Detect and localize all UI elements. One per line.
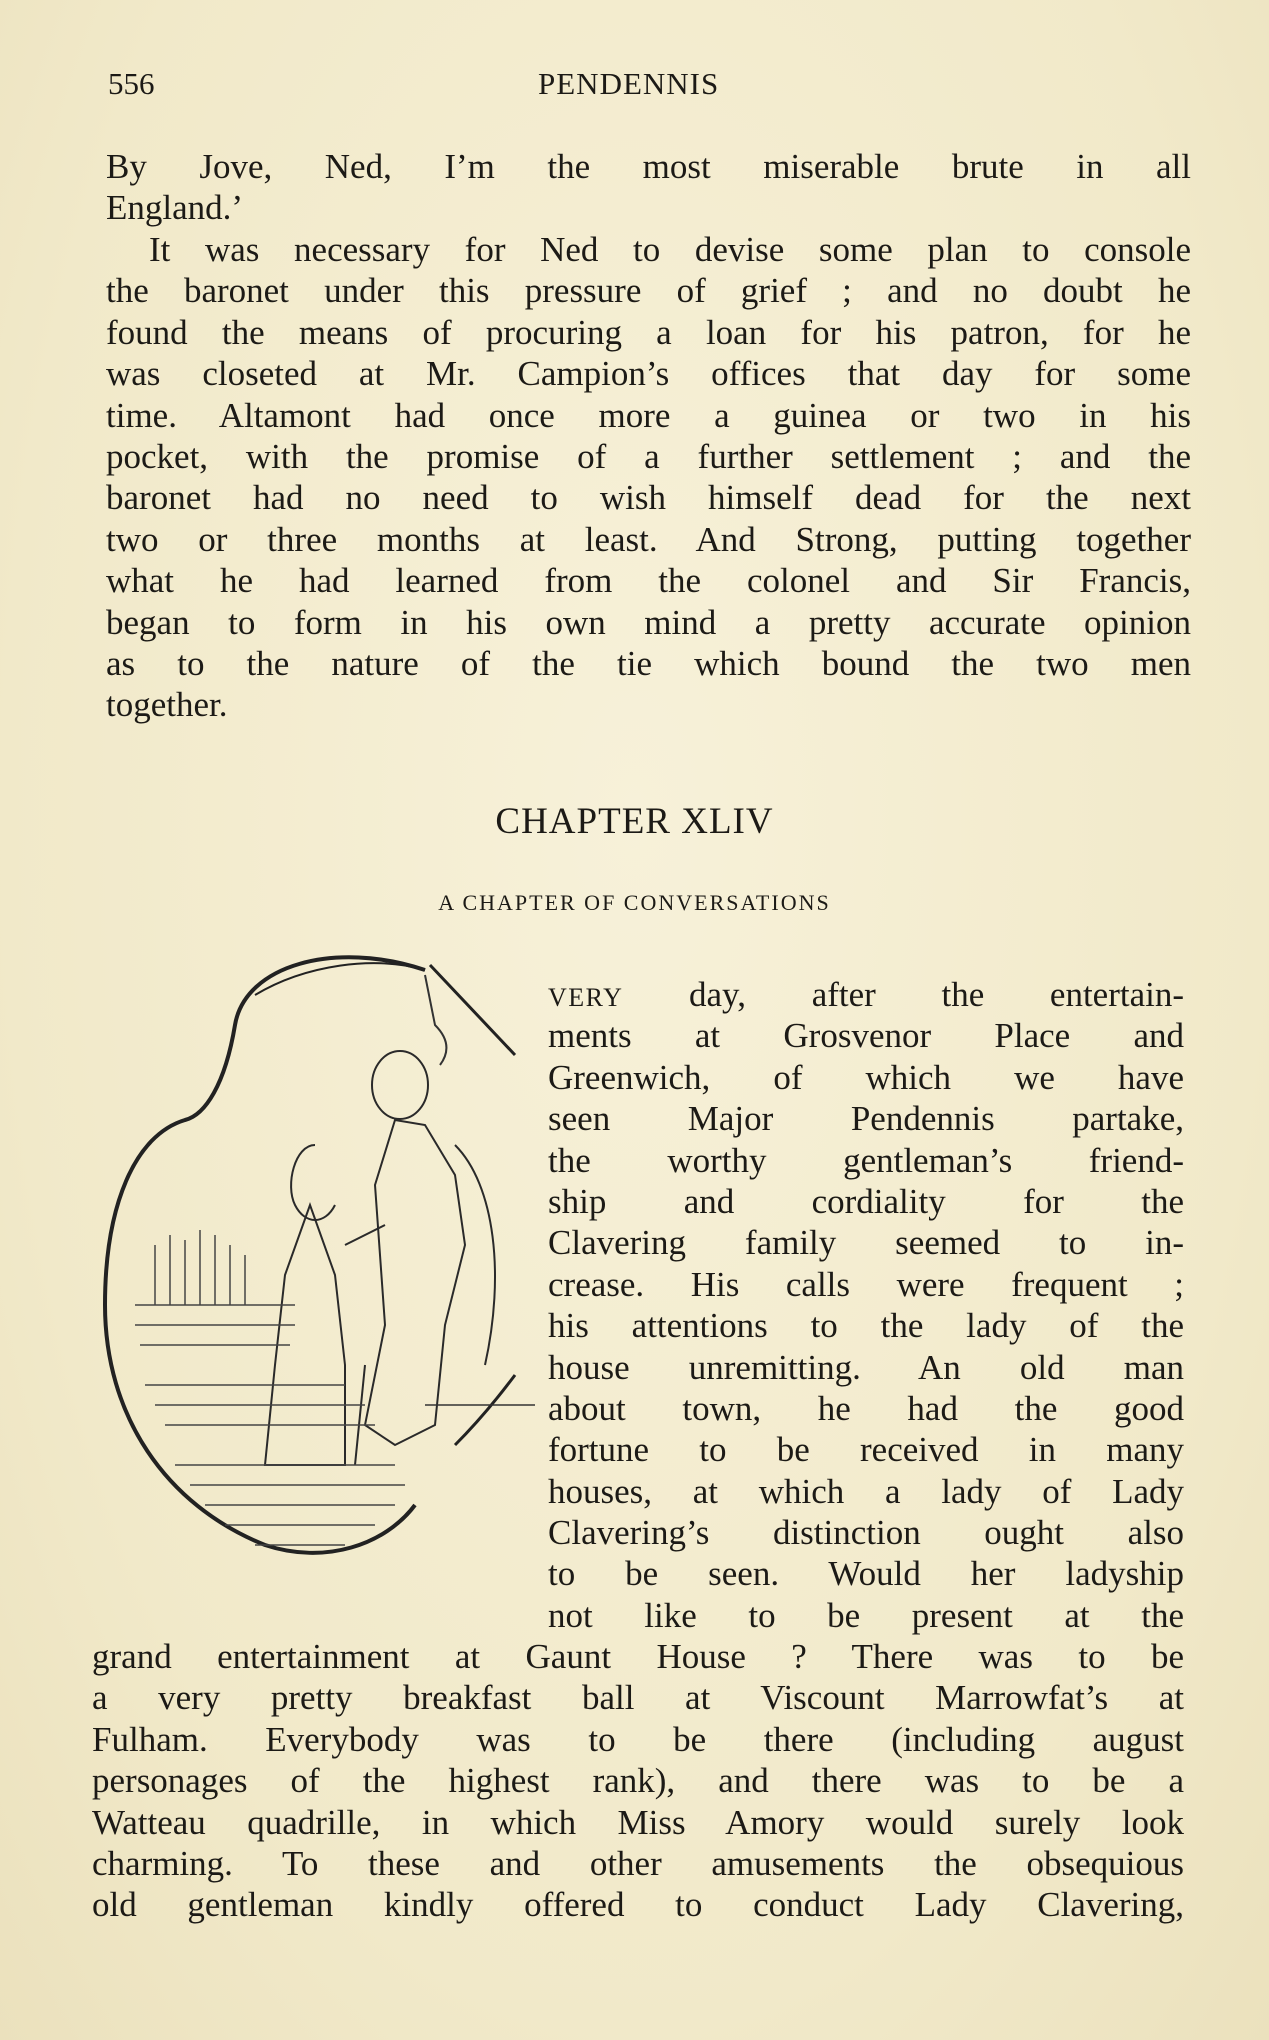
text-line: together. (106, 685, 228, 725)
text-line: was closeted at Mr. Campion’s offices that day for some (106, 354, 1191, 394)
text-line: charming. To these and other amusements the obsequious (92, 1843, 1184, 1883)
text-line: pocket, with the promise of a further settlement ; and the (106, 436, 1191, 476)
text-line: personages of the highest rank), and there was to be a (92, 1761, 1184, 1801)
text-line: It was necessary for Ned to devise some plan to console (149, 230, 1191, 269)
paragraph-ned-strong (106, 229, 1191, 726)
running-title: PENDENNIS (538, 66, 720, 101)
text-line: old gentleman kindly offered to conduct Lady Clavering, (92, 1885, 1184, 1925)
text-line: England.’ (106, 188, 244, 228)
paragraph-chapter-continued (92, 1636, 1184, 1926)
page-header (108, 66, 1188, 112)
text-line: to be seen. Would her ladyship (548, 1554, 1184, 1594)
text-line: houses, at which a lady of Lady (548, 1471, 1184, 1511)
text-line: seen Major Pendennis partake, (548, 1099, 1184, 1139)
chapter-subtitle: A CHAPTER OF CONVERSATIONS (438, 890, 831, 915)
text-line: found the means of procuring a loan for his patron, for he (106, 312, 1191, 352)
text-line: not like to be present at the (548, 1595, 1184, 1635)
text-line: Clavering family seemed to in- (548, 1223, 1184, 1263)
initial-e-illustration-icon (95, 945, 555, 1585)
text-line: began to form in his own mind a pretty accurate opinion (106, 602, 1191, 642)
text-line (548, 974, 1184, 1015)
text-line: ments at Grosvenor Place and (548, 1016, 1184, 1056)
paragraph-closing-quote (106, 146, 1191, 229)
text-segment: day, after the entertain- (689, 975, 1184, 1014)
text-line: Clavering’s distinction ought also (548, 1513, 1184, 1553)
text-line: the baronet under this pressure of grief ; and no doubt he (106, 271, 1191, 311)
text-line: the worthy gentleman’s friend- (548, 1140, 1184, 1180)
text-line: Watteau quadrille, in which Miss Amory would surely look (92, 1802, 1184, 1842)
text-line: baronet had no need to wish himself dead for the next (106, 478, 1191, 518)
text-line: ship and cordiality for the (548, 1181, 1184, 1221)
text-line: By Jove, Ned, I’m the most miserable brute in all (106, 147, 1191, 186)
text-line: time. Altamont had once more a guinea or two in his (106, 395, 1191, 435)
text-line: about town, he had the good (548, 1388, 1184, 1428)
page-number: 556 (108, 66, 155, 101)
text-line: what he had learned from the colonel and Sir Francis, (106, 561, 1191, 601)
text-line: fortune to be received in many (548, 1430, 1184, 1470)
text-line: a very pretty breakfast ball at Viscount Marrowfat’s at (92, 1678, 1184, 1718)
text-line: grand entertainment at Gaunt House ? There was to be (92, 1637, 1184, 1676)
chapter-title: CHAPTER XLIV (495, 801, 774, 842)
paragraph-chapter-opening (548, 974, 1184, 1636)
text-line: crease. His calls were frequent ; (548, 1264, 1184, 1304)
text-line: his attentions to the lady of the (548, 1306, 1184, 1346)
text-line: as to the nature of the tie which bound the two men (106, 643, 1191, 683)
text-line: two or three months at least. And Strong, putting together (106, 519, 1191, 559)
text-line: Fulham. Everybody was to be there (including august (92, 1719, 1184, 1759)
drop-word: VERY (548, 983, 624, 1012)
text-line: house unremitting. An old man (548, 1347, 1184, 1387)
text-line: Greenwich, of which we have (548, 1057, 1184, 1097)
